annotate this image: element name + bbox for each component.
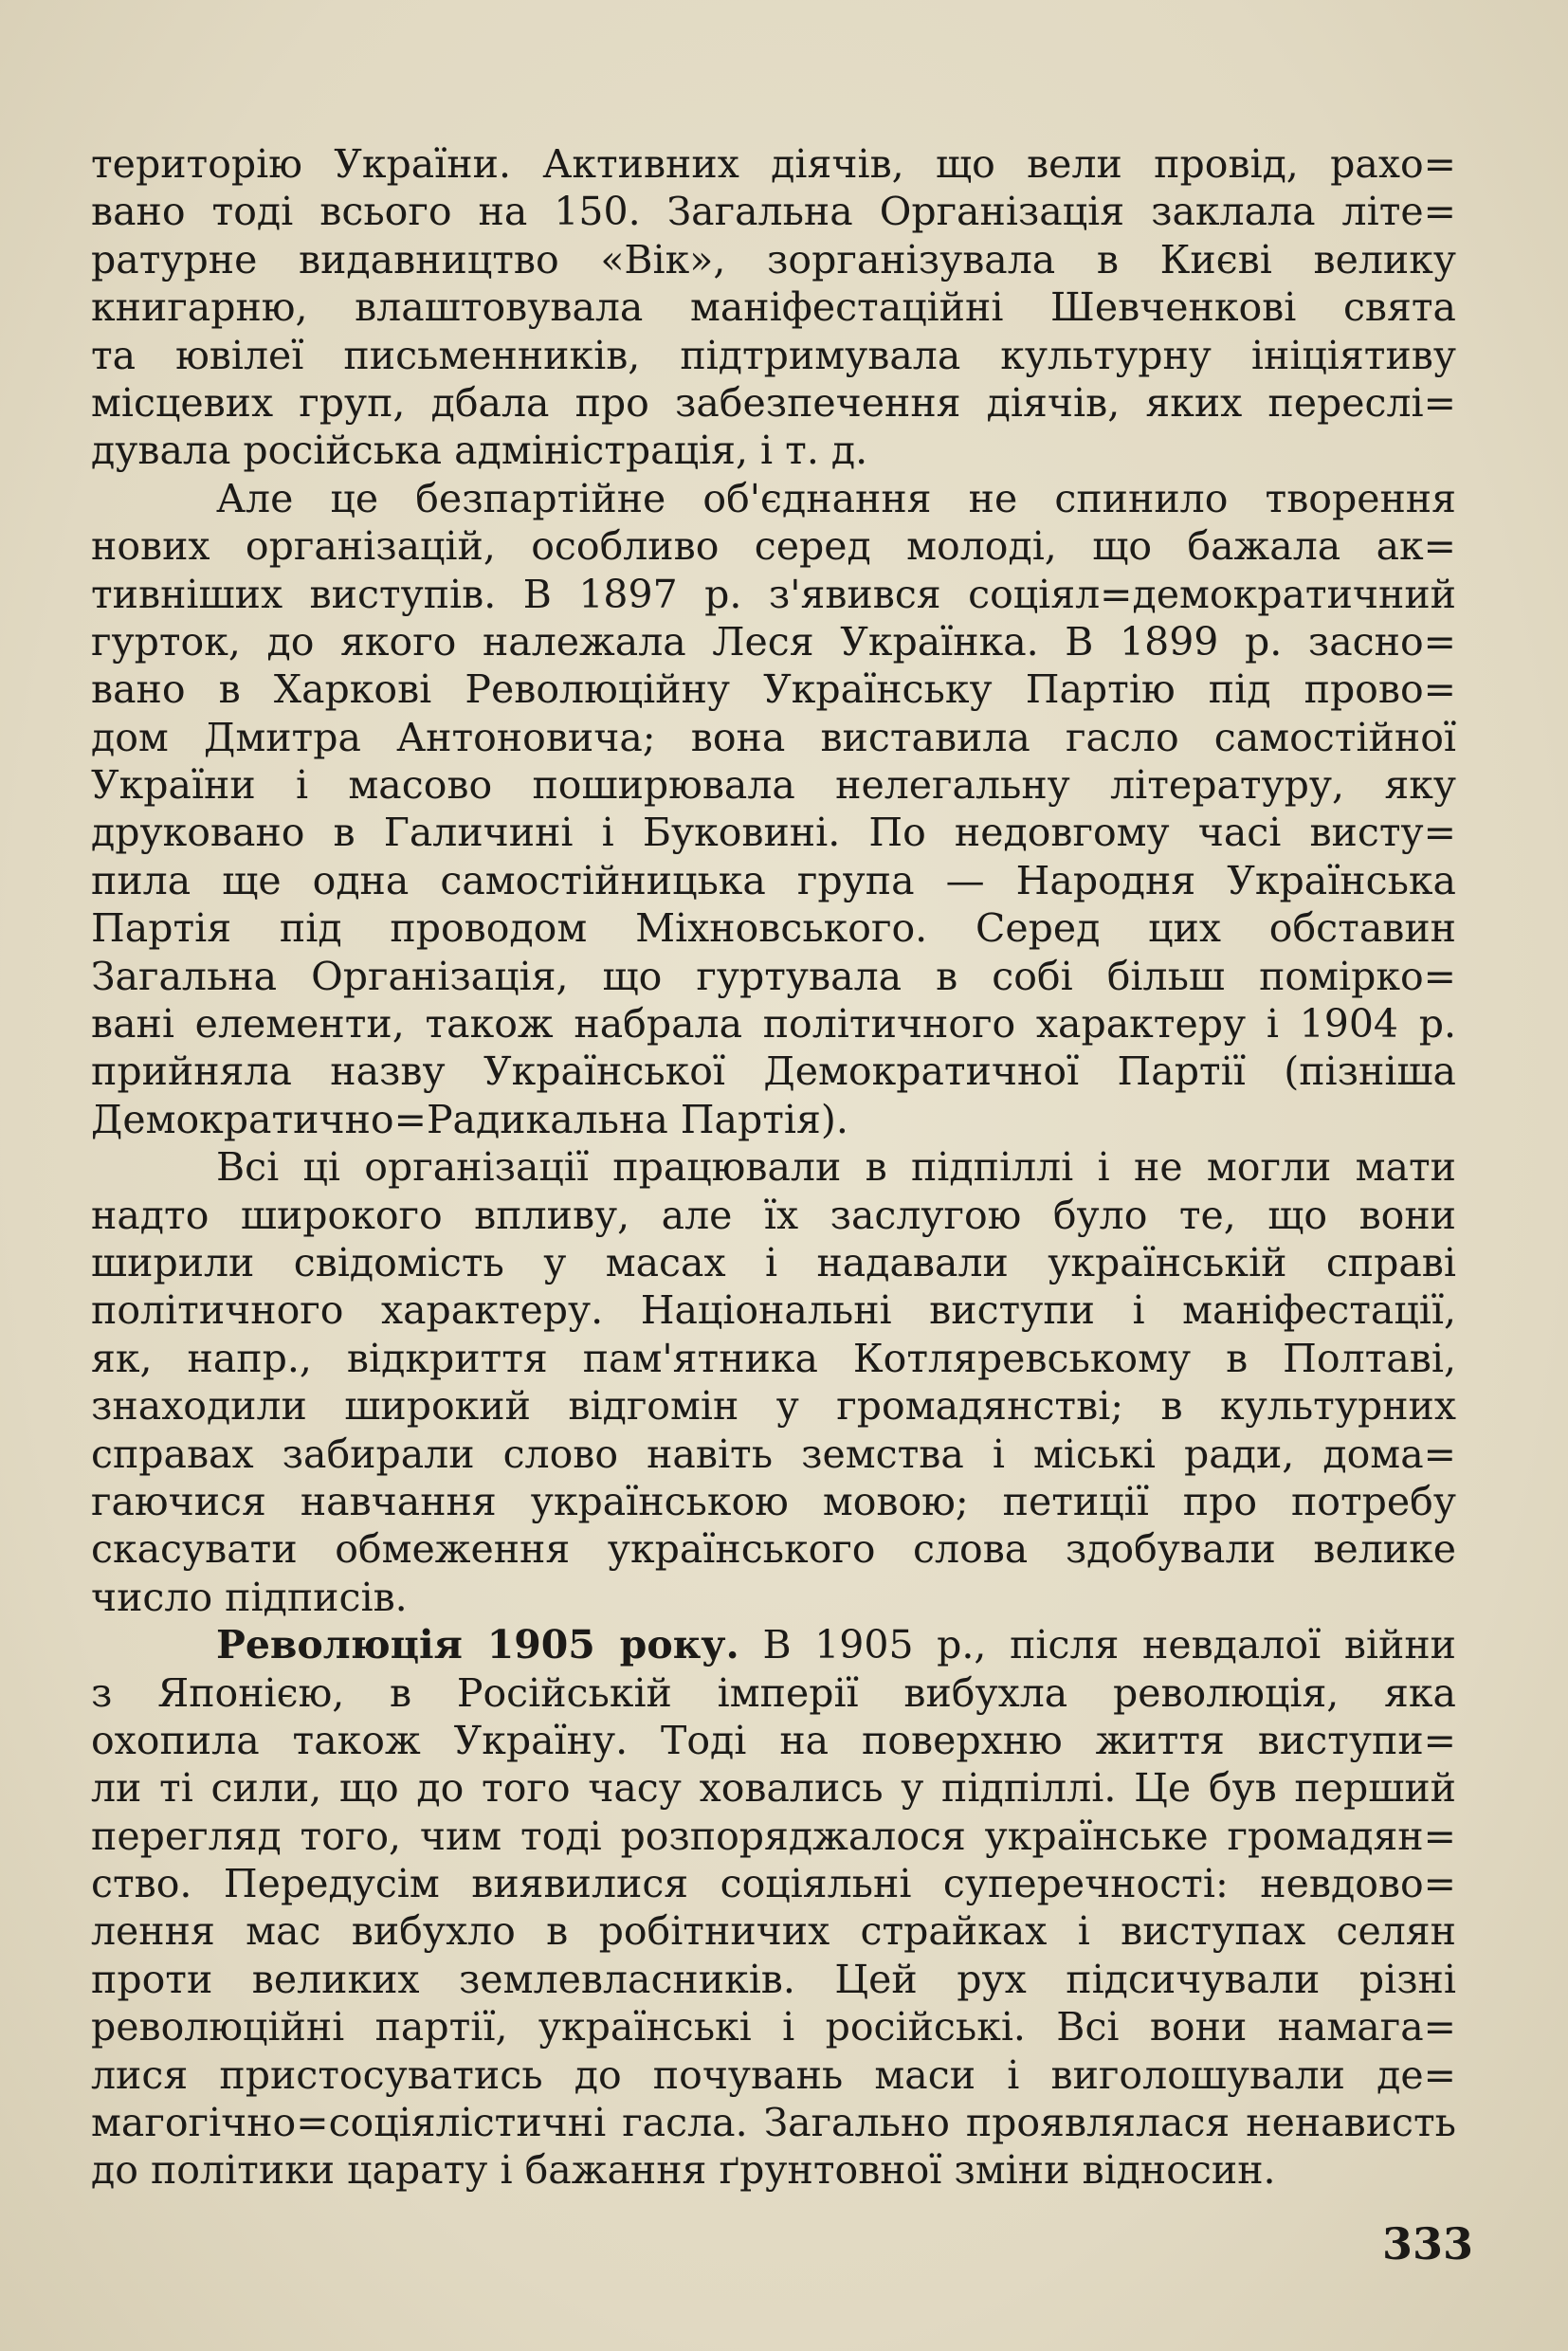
text-line: ли ті сили, що до того часу ховались у підпіллі. Це був перший <box>91 1765 1456 1812</box>
text-line: надто широкого впливу, але їх заслугою було те, що вони <box>91 1192 1456 1238</box>
text-line: книгарню, влаштовувала маніфестаційні Шевченкові свята <box>91 284 1456 331</box>
text-line: ство. Передусім виявилися соціяльні суперечності: невдово= <box>91 1861 1456 1907</box>
text-line: прийняла назву Української Демократичної Партії (пізніша <box>91 1048 1456 1095</box>
text-line: тивніших виступів. В 1897 р. з'явився соціял=демократичний <box>91 571 1456 617</box>
text-line: Демократично=Радикальна Партія). <box>91 1096 848 1142</box>
text-line: Партія під проводом Міхновського. Серед цих обставин <box>91 905 1456 952</box>
text-line: охопила також Україну. Тоді на поверхню життя виступи= <box>91 1717 1456 1763</box>
paragraph <box>91 1621 1456 2195</box>
text-line: України і масово поширювала нелегальну літературу, яку <box>91 762 1456 809</box>
text-line: друковано в Галичині і Буковині. По недовгому часі висту= <box>91 810 1456 856</box>
text-line: як, напр., відкриття пам'ятника Котляревському в Полтаві, <box>91 1335 1456 1381</box>
text-line: Загальна Організація, що гуртувала в собі більш поміркo= <box>91 953 1456 999</box>
text-line: вані елементи, також набрала політичного характеру і 1904 р. <box>91 1001 1456 1048</box>
body-text <box>91 140 1456 2195</box>
text-line: гаючися навчання українською мовою; петиції про потребу <box>91 1478 1456 1524</box>
text-line: дувала російська адміністрація, і т. д. <box>91 428 868 474</box>
text-line: революційні партії, українські і російські. Всі вони намага= <box>91 2004 1456 2050</box>
text-line: справах забирали слово навіть земства і міські ради, дома= <box>91 1431 1456 1477</box>
text-line: політичного характеру. Національні виступи і маніфестації, <box>91 1287 1456 1334</box>
text-line: нових організацій, особливо серед молоді, що бажала ак= <box>91 523 1456 570</box>
text-line: Всі ці організації працювали в підпіллі і не могли мати <box>216 1144 1456 1191</box>
text-line <box>91 1621 1456 1668</box>
paragraph <box>91 475 1456 1143</box>
text-line: ратурне видавництво «Вік», зорганізувала в Києві велику <box>91 236 1456 282</box>
text-line: проти великих землевласників. Цей рух підсичували різні <box>91 1956 1456 2002</box>
text-line: число підписів. <box>91 1574 408 1620</box>
text-line: скасувати обмеження українського слова здобували велике <box>91 1526 1456 1573</box>
text-line: вано в Харкові Революційну Українську Партію під прово= <box>91 666 1456 713</box>
text-line: ширили свідомість у масах і надавали українській справі <box>91 1239 1456 1285</box>
text-line: знаходили широкий відгомін у громадянстві; в культурних <box>91 1383 1456 1430</box>
paragraph <box>91 1143 1456 1621</box>
heading-line-rest: В 1905 р., після невдалої війни <box>738 1622 1457 1668</box>
paragraph <box>91 140 1456 475</box>
text-line: магогічно=соціялістичні гасла. Загально проявлялася ненависть <box>91 2100 1456 2146</box>
text-line: територію України. Активних діячів, що вели провід, рахо= <box>91 141 1456 187</box>
section-heading: Революція 1905 року. <box>216 1622 739 1668</box>
text-line: до політики царату і бажання ґрунтовної зміни відносин. <box>91 2147 1276 2194</box>
text-line: лення мас вибухло в робітничих страйках і виступах селян <box>91 1908 1456 1955</box>
text-line: та ювілеї письменників, підтримувала культурну ініціятиву <box>91 332 1456 378</box>
text-line: лися пристосуватись до почувань маси і виголошували де= <box>91 2051 1456 2098</box>
text-line: пила ще одна самостійницька група — Народня Українська <box>91 857 1456 903</box>
text-line: з Японією, в Російській імперії вибухла революція, яка <box>91 1669 1456 1716</box>
text-line: Але це безпартійне об'єднання не спинило творення <box>216 475 1456 521</box>
text-line: перегляд того, чим тоді розпоряджалося українське громадян= <box>91 1813 1456 1859</box>
text-line: дом Дмитра Антоновича; вона виставила гасло самостійної <box>91 714 1456 760</box>
page-number: 333 <box>1382 2218 1474 2269</box>
text-line: вано тоді всього на 150. Загальна Організація заклала літе= <box>91 189 1456 235</box>
text-line: гурток, до якого належала Леся Українка. В 1899 р. засно= <box>91 618 1456 665</box>
text-line: місцевих груп, дбала про забезпечення діячів, яких переслі= <box>91 379 1456 426</box>
